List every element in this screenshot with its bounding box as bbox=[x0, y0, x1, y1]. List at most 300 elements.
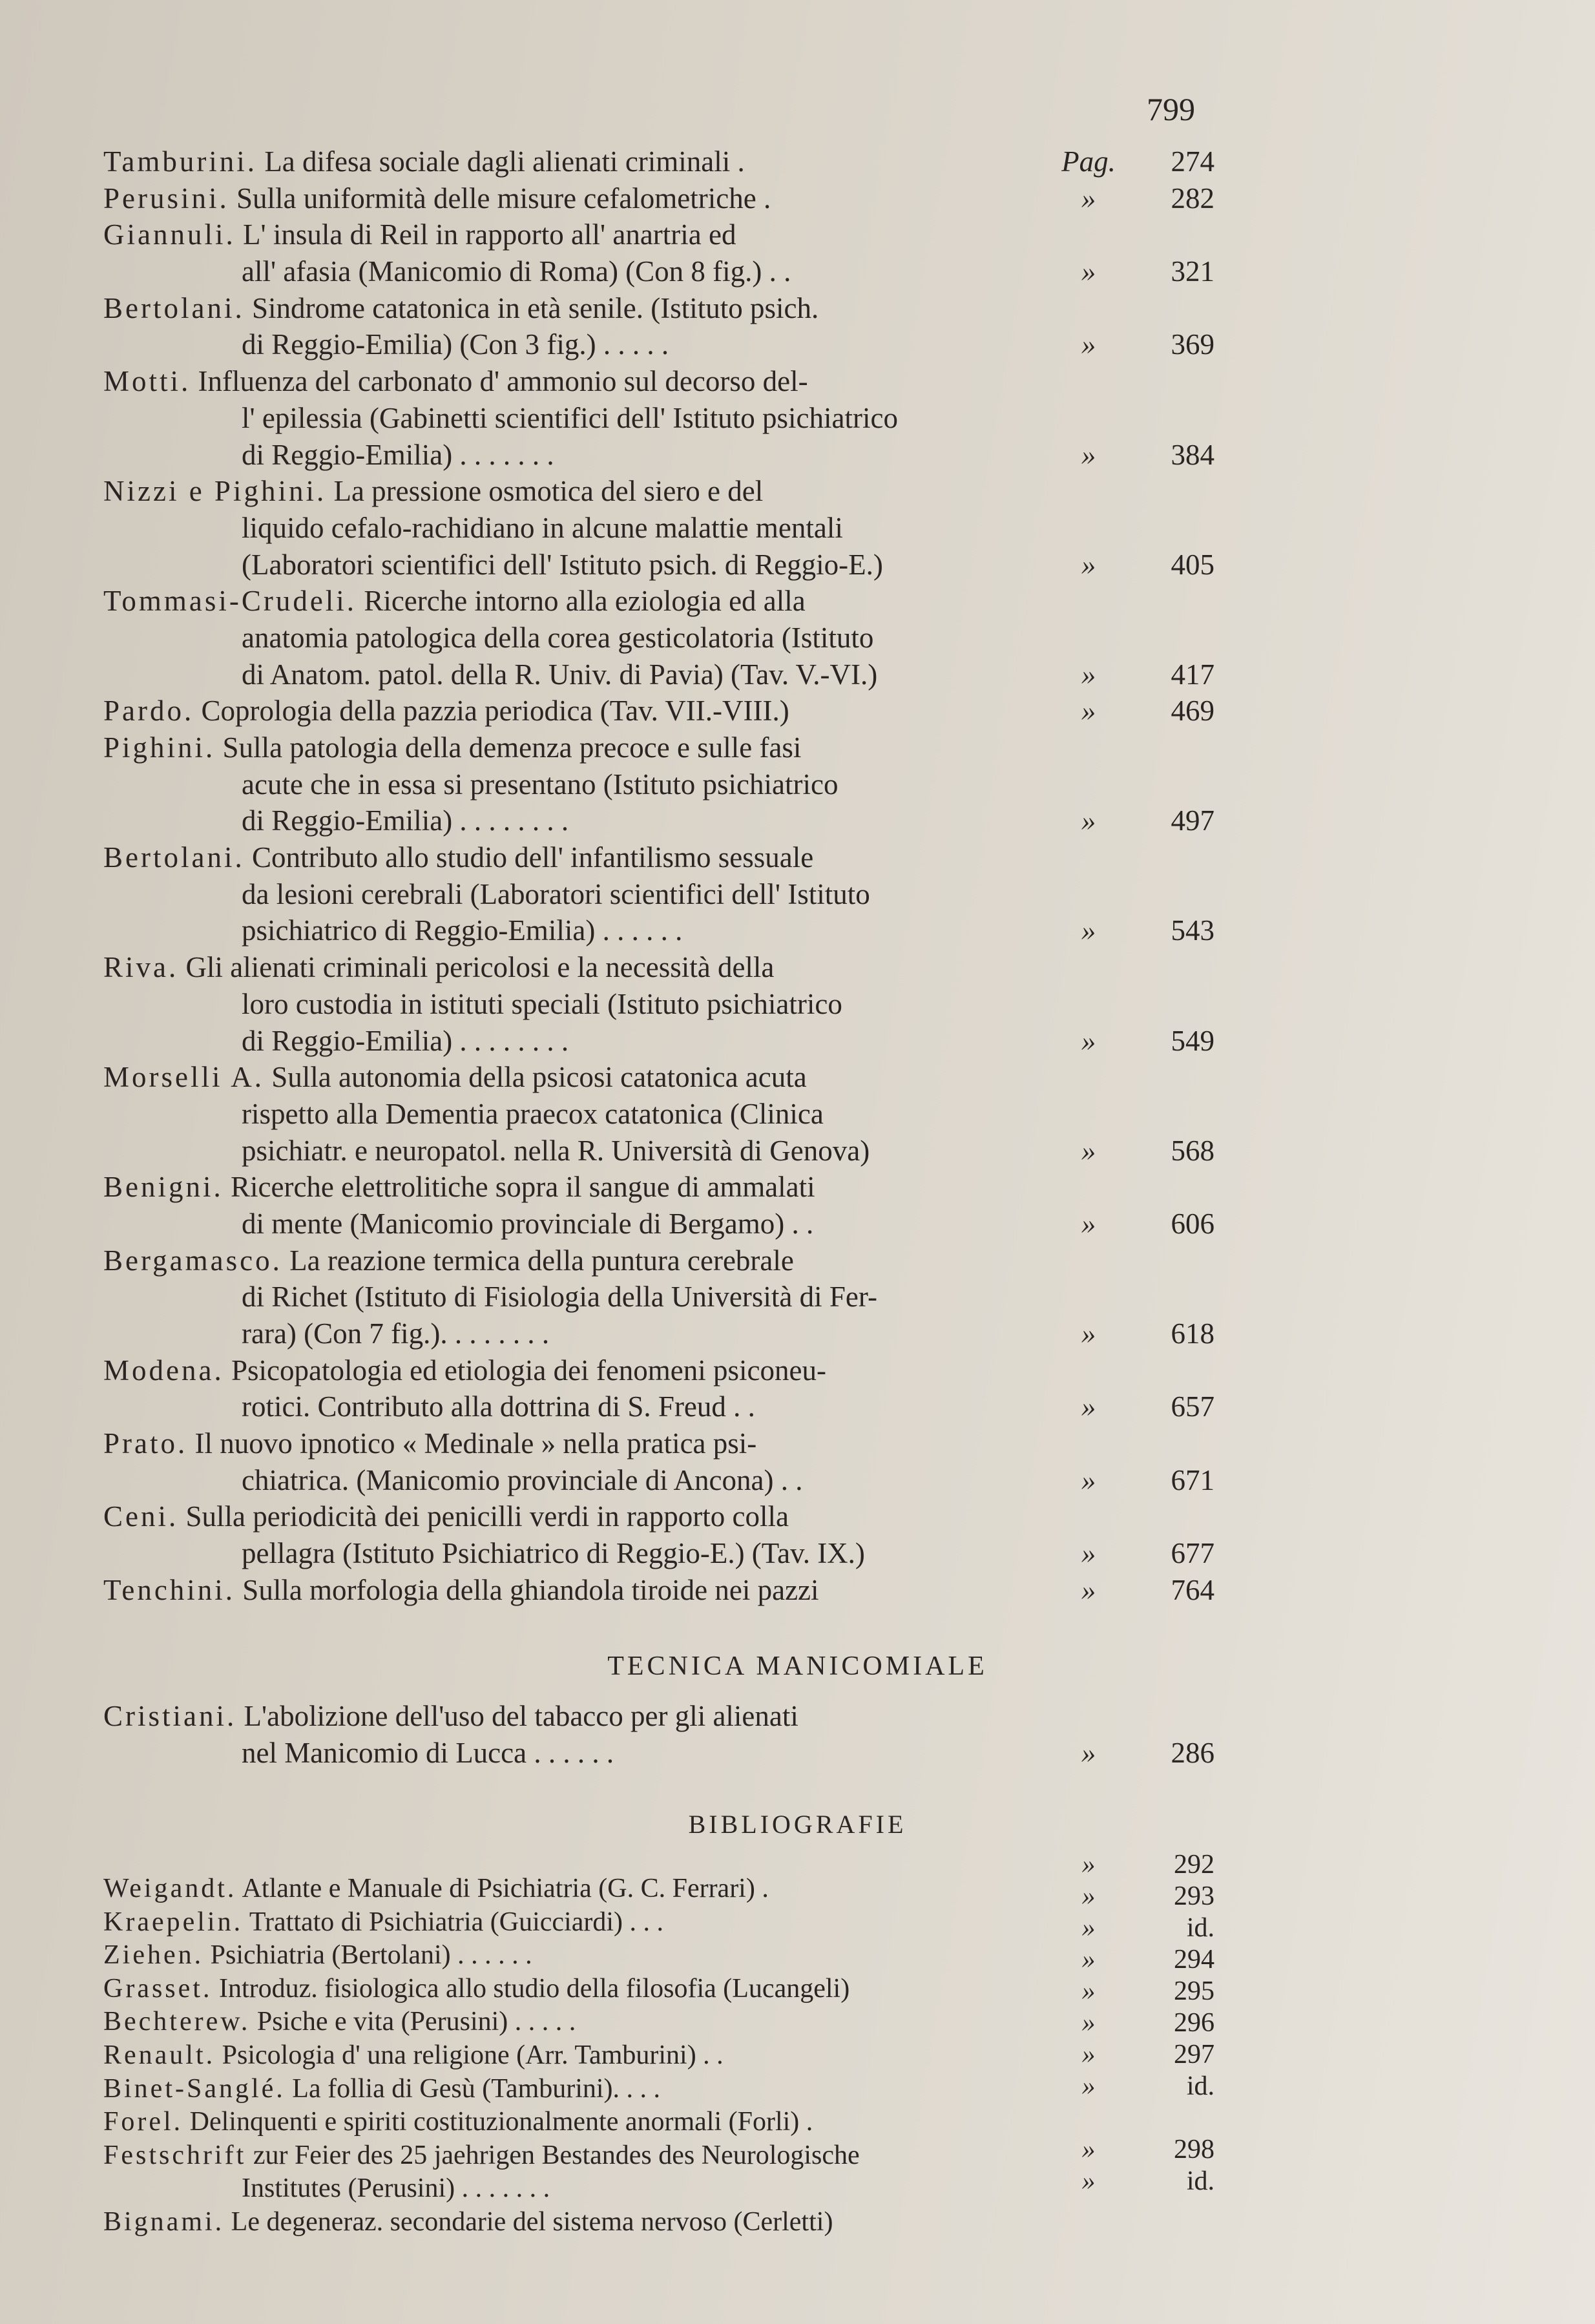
bibliography-title: zur Feier des 25 jaehrigen Bestandes des Neurologische bbox=[253, 2140, 860, 2170]
entry-text bbox=[103, 1572, 1034, 1609]
entry-text bbox=[103, 620, 1034, 656]
bibliography-title: Psichiatria (Bertolani) . . . . . . bbox=[210, 1940, 532, 1971]
page-ref-marker bbox=[1034, 1169, 1143, 1206]
bibliography-title: Le degeneraz. secondarie del sistema nervoso (Cerletti) bbox=[231, 2206, 833, 2237]
entry-title-line: di Richet (Istituto di Fisiologia della Università di Fer- bbox=[242, 1281, 877, 1314]
bibliography-ref bbox=[1034, 1881, 1214, 1912]
entry-author: Giannuli. bbox=[103, 218, 236, 251]
bibliography-ref bbox=[1034, 2007, 1214, 2039]
page-ref-marker bbox=[1034, 949, 1143, 986]
page-ref-number: 282 bbox=[1171, 182, 1214, 215]
entry-author: Ceni. bbox=[103, 1500, 179, 1533]
page-ref-number bbox=[1143, 1279, 1214, 1315]
page-ref-marker bbox=[1034, 2102, 1143, 2134]
entry-author: Prato. bbox=[103, 1427, 188, 1460]
bibliography-text bbox=[103, 2005, 1034, 2039]
page-ref-marker bbox=[1034, 510, 1143, 547]
entry-author: Modena. bbox=[103, 1354, 224, 1387]
section-heading-tecnica: TECNICA MANICOMIALE bbox=[607, 1651, 988, 1681]
table-of-contents bbox=[103, 143, 1525, 1609]
bibliography-author: Renault. bbox=[103, 2040, 216, 2070]
toc-entry-line bbox=[103, 363, 1525, 400]
entry-text bbox=[103, 400, 1034, 437]
page-ref-marker bbox=[1034, 1242, 1143, 1279]
page-ref-number: 405 bbox=[1171, 548, 1214, 581]
toc-entry-line bbox=[103, 180, 1525, 217]
entry-author: Bertolani. bbox=[103, 291, 245, 324]
page-ref-number: 677 bbox=[1171, 1537, 1214, 1570]
page-ref-marker: » bbox=[1081, 2040, 1096, 2069]
bibliography-ref bbox=[1034, 1849, 1214, 1881]
page-ref-marker: » bbox=[1081, 2008, 1096, 2038]
toc-entry-line bbox=[103, 1279, 1525, 1315]
entry-text bbox=[103, 986, 1034, 1023]
entry-title-line: l' epilessia (Gabinetti scientifici dell' Istituto psichiatrico bbox=[242, 401, 898, 434]
bibliography-text bbox=[103, 2139, 1034, 2173]
entry-title-line: Sulla patologia della demenza precoce e sulle fasi bbox=[222, 731, 802, 764]
toc-entry-line bbox=[103, 290, 1525, 327]
entry-title-line: Ricerche elettrolitiche sopra il sangue di ammalati bbox=[231, 1171, 815, 1204]
toc-entry-line bbox=[103, 620, 1525, 656]
page-ref-marker bbox=[1034, 1425, 1143, 1462]
bibliography-author: Weigandt. bbox=[103, 1874, 237, 1903]
entry-author: Bertolani. bbox=[103, 841, 245, 874]
page-ref-number bbox=[1143, 1169, 1214, 1206]
page-ref-marker: » bbox=[1081, 1913, 1096, 1943]
page-ref-marker: » bbox=[1081, 255, 1096, 288]
entry-title-line: La pressione osmotica del siero e del bbox=[333, 475, 764, 508]
page-ref-marker bbox=[1034, 363, 1143, 400]
bibliography-text bbox=[103, 1939, 1034, 1973]
entry-author: Perusini. bbox=[103, 182, 229, 215]
entry-text bbox=[103, 1698, 1034, 1735]
entry-title-line: pellagra (Istituto Psichiatrico di Reggio-E.) (Tav. IX.) bbox=[242, 1537, 865, 1570]
toc-entry-line bbox=[103, 986, 1525, 1023]
bibliography-title: Delinquenti e spiriti costituzionalmente anormali (Forli) . bbox=[189, 2107, 813, 2137]
entry-text bbox=[103, 583, 1034, 620]
toc-entry-line bbox=[103, 656, 1525, 693]
page-ref-marker: » bbox=[1081, 1573, 1096, 1606]
page-ref-number bbox=[1143, 1242, 1214, 1279]
page-ref-number bbox=[1143, 620, 1214, 656]
page-ref-marker: » bbox=[1081, 182, 1096, 215]
toc-entry-line bbox=[103, 583, 1525, 620]
toc-entry-line bbox=[103, 216, 1525, 253]
entry-text bbox=[103, 1023, 1034, 1060]
page-ref-marker: » bbox=[1081, 1390, 1096, 1423]
tecnica-list bbox=[103, 1698, 1525, 1771]
entry-text bbox=[103, 363, 1034, 400]
bibliography-title: Introduz. fisiologica allo studio della filosofia (Lucangeli) bbox=[218, 1973, 850, 2004]
bibliography-author: Binet-Sanglé. bbox=[103, 2073, 286, 2104]
bibliography-ref bbox=[1034, 2102, 1214, 2134]
toc-entry-line bbox=[103, 1388, 1525, 1425]
page-ref-marker: » bbox=[1081, 804, 1096, 837]
section-heading-bibliografie: BIBLIOGRAFIE bbox=[688, 1810, 907, 1839]
page-ref-marker bbox=[1034, 1279, 1143, 1315]
page-ref-number bbox=[1143, 400, 1214, 437]
entry-title-line: acute che in essa si presentano (Istituto psichiatrico bbox=[242, 768, 839, 801]
entry-author: Tenchini. bbox=[103, 1573, 236, 1606]
entry-author: Tamburini. bbox=[103, 145, 258, 178]
toc-entry-line bbox=[103, 876, 1525, 913]
page-ref-number: id. bbox=[1186, 1913, 1214, 1943]
bibliography-title: Institutes (Perusini) . . . . . . . bbox=[242, 2173, 550, 2204]
page-ref-number bbox=[1143, 1425, 1214, 1462]
page-ref-number: 274 bbox=[1171, 145, 1214, 178]
page-ref-number: 618 bbox=[1171, 1317, 1214, 1350]
bibliography-list bbox=[103, 1872, 1034, 2239]
bibliography-text bbox=[103, 1973, 1034, 2006]
page-ref-marker bbox=[1034, 1698, 1143, 1735]
entry-text bbox=[103, 693, 1034, 729]
page-ref-marker bbox=[1034, 876, 1143, 913]
entry-title-line: nel Manicomio di Lucca . . . . . . bbox=[242, 1736, 614, 1769]
entry-title-line: Il nuovo ipnotico « Medinale » nella pratica psi- bbox=[194, 1427, 757, 1460]
entry-author: Pardo. bbox=[103, 695, 194, 728]
bibliography-text bbox=[103, 2039, 1034, 2073]
page-ref-marker: » bbox=[1081, 328, 1096, 361]
toc-entry-line bbox=[103, 437, 1525, 474]
entry-title-line: psichiatr. e neuropatol. nella R. Università di Genova) bbox=[242, 1134, 870, 1167]
page-ref-marker: » bbox=[1081, 1537, 1096, 1570]
entry-title-line: di mente (Manicomio provinciale di Bergamo) . . bbox=[242, 1207, 814, 1240]
entry-title-line: Sulla autonomia della psicosi catatonica acuta bbox=[271, 1061, 807, 1094]
page-ref-marker: » bbox=[1081, 1134, 1096, 1167]
bibliography-line bbox=[103, 2206, 1034, 2239]
toc-entry-line bbox=[103, 1096, 1525, 1133]
page-ref-marker: » bbox=[1081, 658, 1096, 691]
bibliography-author: Festschrift bbox=[103, 2140, 247, 2170]
page-ref-number bbox=[1143, 1096, 1214, 1133]
toc-entry-line bbox=[103, 400, 1525, 437]
toc-entry-line bbox=[103, 1242, 1525, 1279]
entry-author: Tommasi-Crudeli. bbox=[103, 585, 357, 618]
toc-entry-line bbox=[103, 547, 1525, 583]
entry-text bbox=[103, 1315, 1034, 1352]
bibliography-ref bbox=[1034, 2166, 1214, 2197]
bibliography-title: Atlante e Manuale di Psichiatria (G. C. Ferrari) . bbox=[242, 1874, 769, 1903]
entry-author: Nizzi e Pighini. bbox=[103, 475, 327, 508]
entry-text bbox=[103, 1242, 1034, 1279]
page-ref-number: 292 bbox=[1174, 1850, 1214, 1879]
page-ref-marker bbox=[1034, 839, 1143, 876]
page-ref-marker: » bbox=[1081, 1976, 1096, 2006]
page-ref-number: 294 bbox=[1174, 1945, 1214, 1974]
page-ref-marker: » bbox=[1081, 2166, 1096, 2196]
entry-title-line: Ricerche intorno alla eziologia ed alla bbox=[364, 585, 806, 618]
toc-entry-line bbox=[103, 1498, 1525, 1535]
page-ref-number: 293 bbox=[1174, 1881, 1214, 1911]
entry-title-line: rotici. Contributo alla dottrina di S. Freud . . bbox=[242, 1390, 755, 1423]
bibliography-ref bbox=[1034, 1912, 1214, 1944]
bibliography-text bbox=[103, 1906, 1034, 1940]
page-ref-number: 764 bbox=[1171, 1573, 1214, 1606]
page-ref-marker bbox=[1034, 766, 1143, 803]
toc-entry-line bbox=[103, 1059, 1525, 1096]
toc-entry-line bbox=[103, 766, 1525, 803]
toc-entry-line bbox=[103, 1735, 1525, 1772]
entry-title-line: Sindrome catatonica in età senile. (Istituto psich. bbox=[251, 291, 819, 324]
page-ref-marker: » bbox=[1081, 1207, 1096, 1240]
page-ref-number: id. bbox=[1186, 2166, 1214, 2196]
toc-entry-line bbox=[103, 729, 1525, 766]
page-ref-number: 384 bbox=[1171, 438, 1214, 471]
entry-title-line: Sulla uniformità delle misure cefalometriche . bbox=[236, 182, 771, 215]
page-ref-number: 469 bbox=[1171, 695, 1214, 728]
entry-title-line: di Reggio-Emilia) . . . . . . . . bbox=[242, 804, 569, 837]
page-ref-marker: » bbox=[1081, 438, 1096, 471]
page-ref-number: 497 bbox=[1171, 804, 1214, 837]
bibliography-author: Bechterew. bbox=[103, 2007, 251, 2037]
entry-title-line: rispetto alla Dementia praecox catatonica (Clinica bbox=[242, 1097, 824, 1130]
toc-entry-line bbox=[103, 1352, 1525, 1389]
toc-entry-line bbox=[103, 253, 1525, 290]
page-ref-number bbox=[1143, 2102, 1214, 2134]
entry-title-line: Contributo allo studio dell' infantilismo sessuale bbox=[251, 841, 814, 874]
page-ref-marker: » bbox=[1081, 2135, 1096, 2164]
page-ref-marker: » bbox=[1081, 548, 1096, 581]
page-ref-marker bbox=[1034, 473, 1143, 510]
entry-title-line: all' afasia (Manicomio di Roma) (Con 8 fig.) . . bbox=[242, 255, 791, 288]
page-ref-number: 286 bbox=[1171, 1736, 1214, 1769]
entry-title-line: Sulla periodicità dei penicilli verdi in rapporto colla bbox=[185, 1500, 789, 1533]
page-ref-marker: » bbox=[1081, 695, 1096, 728]
bibliography-line bbox=[103, 2039, 1034, 2073]
page-ref-marker: » bbox=[1081, 1024, 1096, 1057]
page-ref-number: 297 bbox=[1174, 2040, 1214, 2069]
entry-title-line: di Reggio-Emilia) . . . . . . . . bbox=[242, 1024, 569, 1057]
toc-entry-line bbox=[103, 1535, 1525, 1572]
bibliography-author: Grasset. bbox=[103, 1973, 213, 2004]
entry-title-line: Gli alienati criminali pericolosi e la necessità della bbox=[185, 951, 775, 984]
page-ref-number bbox=[1143, 216, 1214, 253]
page-ref-marker bbox=[1034, 216, 1143, 253]
toc-entry-line bbox=[103, 1425, 1525, 1462]
page-ref-number bbox=[1143, 1352, 1214, 1389]
entry-title-line: L' insula di Reil in rapporto all' anartria ed bbox=[242, 218, 736, 251]
entry-author: Motti. bbox=[103, 365, 191, 398]
bibliography-line bbox=[103, 2005, 1034, 2039]
entry-text bbox=[103, 1206, 1034, 1242]
bibliography-title: Psicologia d' una religione (Arr. Tamburini) . . bbox=[222, 2040, 724, 2070]
entry-title-line: Coprologia della pazzia periodica (Tav. VII.-VIII.) bbox=[201, 695, 789, 728]
page-ref-number bbox=[1143, 729, 1214, 766]
page-ref-number: 296 bbox=[1174, 2008, 1214, 2038]
entry-text bbox=[103, 290, 1034, 327]
page-ref-number bbox=[1143, 949, 1214, 986]
toc-entry-line bbox=[103, 1023, 1525, 1060]
entry-title-line: loro custodia in istituti speciali (Istituto psichiatrico bbox=[242, 987, 842, 1020]
page-ref-marker bbox=[1034, 583, 1143, 620]
page-ref-marker: » bbox=[1081, 914, 1096, 947]
entry-text bbox=[103, 143, 1034, 180]
page-ref-number bbox=[1143, 986, 1214, 1023]
entry-title-line: di Reggio-Emilia) (Con 3 fig.) . . . . . bbox=[242, 328, 669, 361]
entry-title-line: Influenza del carbonato d' ammonio sul decorso del- bbox=[198, 365, 808, 398]
bibliography-title: Trattato di Psichiatria (Guicciardi) . . . bbox=[249, 1907, 663, 1937]
page-ref-number bbox=[1143, 766, 1214, 803]
entry-text bbox=[103, 1133, 1034, 1169]
entry-text bbox=[103, 656, 1034, 693]
entry-text bbox=[103, 253, 1034, 290]
page-ref-number bbox=[1143, 1498, 1214, 1535]
page-ref-number: id. bbox=[1186, 2071, 1214, 2101]
toc-entry-line bbox=[103, 1572, 1525, 1609]
page-ref-number bbox=[1143, 510, 1214, 547]
bibliography-line bbox=[103, 1973, 1034, 2006]
page-ref-number: 298 bbox=[1174, 2135, 1214, 2164]
entry-text bbox=[103, 729, 1034, 766]
page-ref-number: 543 bbox=[1171, 914, 1214, 947]
page-ref-marker bbox=[1034, 1096, 1143, 1133]
entry-text bbox=[103, 216, 1034, 253]
page-ref-marker bbox=[1034, 1498, 1143, 1535]
page-ref-number: 417 bbox=[1171, 658, 1214, 691]
page-ref-marker bbox=[1034, 1352, 1143, 1389]
entry-text bbox=[103, 1059, 1034, 1096]
entry-title-line: liquido cefalo-rachidiano in alcune malattie mentali bbox=[242, 511, 843, 544]
bibliography-ref bbox=[1034, 1976, 1214, 2007]
toc-entry-line bbox=[103, 326, 1525, 363]
page-ref-marker bbox=[1034, 986, 1143, 1023]
entry-title-line: (Laboratori scientifici dell' Istituto psich. di Reggio-E.) bbox=[242, 548, 883, 581]
toc-entry-line bbox=[103, 1698, 1525, 1735]
page-ref-number bbox=[1143, 1698, 1214, 1735]
entry-text bbox=[103, 802, 1034, 839]
page-ref-marker: » bbox=[1081, 1317, 1096, 1350]
toc-entry-line bbox=[103, 510, 1525, 547]
toc-entry-line bbox=[103, 693, 1525, 729]
page-ref-number bbox=[1143, 583, 1214, 620]
entry-text bbox=[103, 1279, 1034, 1315]
page-ref-marker bbox=[1034, 400, 1143, 437]
entry-text bbox=[103, 1388, 1034, 1425]
entry-title-line: anatomia patologica della corea gesticolatoria (Istituto bbox=[242, 621, 874, 654]
page-ref-number: 606 bbox=[1171, 1207, 1214, 1240]
toc-entry-line bbox=[103, 1462, 1525, 1499]
page-ref-marker: » bbox=[1081, 1463, 1096, 1496]
entry-author: Cristiani. bbox=[103, 1700, 237, 1732]
entry-text bbox=[103, 766, 1034, 803]
entry-title-line: psichiatrico di Reggio-Emilia) . . . . . . bbox=[242, 914, 683, 947]
entry-author: Morselli A. bbox=[103, 1061, 265, 1094]
entry-title-line: L'abolizione dell'uso del tabacco per gli alienati bbox=[244, 1700, 798, 1732]
entry-text bbox=[103, 510, 1034, 547]
entry-title-line: chiatrica. (Manicomio provinciale di Ancona) . . bbox=[242, 1463, 803, 1496]
toc-entry-line bbox=[103, 839, 1525, 876]
bibliography-ref bbox=[1034, 2071, 1214, 2102]
bibliography-line bbox=[103, 1872, 1034, 1906]
page-ref-marker: » bbox=[1081, 2071, 1096, 2101]
entry-text bbox=[103, 1535, 1034, 1572]
page-ref-marker: » bbox=[1081, 1850, 1096, 1879]
toc-entry-line bbox=[103, 1133, 1525, 1169]
page-ref-number: 549 bbox=[1171, 1024, 1214, 1057]
toc-entry-line bbox=[103, 1169, 1525, 1206]
page-ref-marker: » bbox=[1081, 1736, 1096, 1769]
page-ref-marker: » bbox=[1081, 1945, 1096, 1974]
entry-text bbox=[103, 437, 1034, 474]
entry-text bbox=[103, 1169, 1034, 1206]
entry-author: Pighini. bbox=[103, 731, 216, 764]
page-ref-number bbox=[1143, 290, 1214, 327]
bibliography-text bbox=[103, 2106, 1034, 2139]
toc-entry-line bbox=[103, 1315, 1525, 1352]
toc-entry-line bbox=[103, 1206, 1525, 1242]
bibliography-page-refs bbox=[1034, 1849, 1214, 2197]
page-ref-number: 657 bbox=[1171, 1390, 1214, 1423]
bibliography-line bbox=[103, 2172, 1034, 2206]
bibliography-ref bbox=[1034, 2134, 1214, 2166]
bibliography-line bbox=[103, 1906, 1034, 1940]
page-ref-number bbox=[1143, 363, 1214, 400]
bibliography-title: Psiche e vita (Perusini) . . . . . bbox=[256, 2007, 576, 2037]
entry-text bbox=[103, 949, 1034, 986]
entry-author: Bergamasco. bbox=[103, 1244, 282, 1277]
entry-author: Riva. bbox=[103, 951, 179, 984]
toc-entry-line bbox=[103, 912, 1525, 949]
entry-title-line: di Reggio-Emilia) . . . . . . . bbox=[242, 438, 554, 471]
page-number: 799 bbox=[1147, 91, 1195, 127]
page-ref-number bbox=[1143, 473, 1214, 510]
entry-text bbox=[103, 473, 1034, 510]
entry-text bbox=[103, 1425, 1034, 1462]
page-ref-marker bbox=[1034, 729, 1143, 766]
entry-text bbox=[103, 1096, 1034, 1133]
entry-author: Benigni. bbox=[103, 1171, 224, 1204]
page-ref-number bbox=[1143, 839, 1214, 876]
bibliography-line bbox=[103, 2106, 1034, 2139]
toc-entry-line bbox=[103, 949, 1525, 986]
page-ref-marker: Pag. bbox=[1061, 145, 1116, 178]
entry-text bbox=[103, 1352, 1034, 1389]
entry-title-line: Sulla morfologia della ghiandola tiroide nei pazzi bbox=[242, 1573, 819, 1606]
entry-text bbox=[103, 912, 1034, 949]
entry-title-line: Psicopatologia ed etiologia dei fenomeni psiconeu- bbox=[231, 1354, 826, 1387]
entry-text bbox=[103, 180, 1034, 217]
entry-text bbox=[103, 1462, 1034, 1499]
bibliography-author: Forel. bbox=[103, 2107, 183, 2137]
page-ref-number bbox=[1143, 876, 1214, 913]
entry-text bbox=[103, 876, 1034, 913]
entry-title-line: di Anatom. patol. della R. Univ. di Pavia) (Tav. V.-VI.) bbox=[242, 658, 878, 691]
page-ref-marker bbox=[1034, 290, 1143, 327]
bibliography-text bbox=[103, 2172, 1034, 2206]
page-ref-number: 568 bbox=[1171, 1134, 1214, 1167]
entry-text bbox=[103, 839, 1034, 876]
entry-text bbox=[103, 1735, 1034, 1772]
bibliography-text bbox=[103, 2206, 1034, 2239]
toc-entry-line bbox=[103, 802, 1525, 839]
bibliography-author: Ziehen. bbox=[103, 1940, 204, 1971]
page-ref-number: 671 bbox=[1171, 1463, 1214, 1496]
bibliography-line bbox=[103, 2139, 1034, 2173]
bibliography-author: Kraepelin. bbox=[103, 1907, 244, 1937]
page-ref-number bbox=[1143, 1059, 1214, 1096]
bibliography-ref bbox=[1034, 1944, 1214, 1976]
bibliography-text bbox=[103, 1872, 1034, 1906]
toc-entry-line bbox=[103, 143, 1525, 180]
entry-title-line: da lesioni cerebrali (Laboratori scientifici dell' Istituto bbox=[242, 877, 870, 910]
page-ref-number: 369 bbox=[1171, 328, 1214, 361]
bibliography-ref bbox=[1034, 2039, 1214, 2071]
entry-title-line: rara) (Con 7 fig.). . . . . . . . bbox=[242, 1317, 550, 1350]
entry-text bbox=[103, 547, 1034, 583]
bibliography-title: La follia di Gesù (Tamburini). . . . bbox=[292, 2073, 661, 2104]
page-ref-marker bbox=[1034, 620, 1143, 656]
bibliography-author: Bignami. bbox=[103, 2206, 225, 2237]
